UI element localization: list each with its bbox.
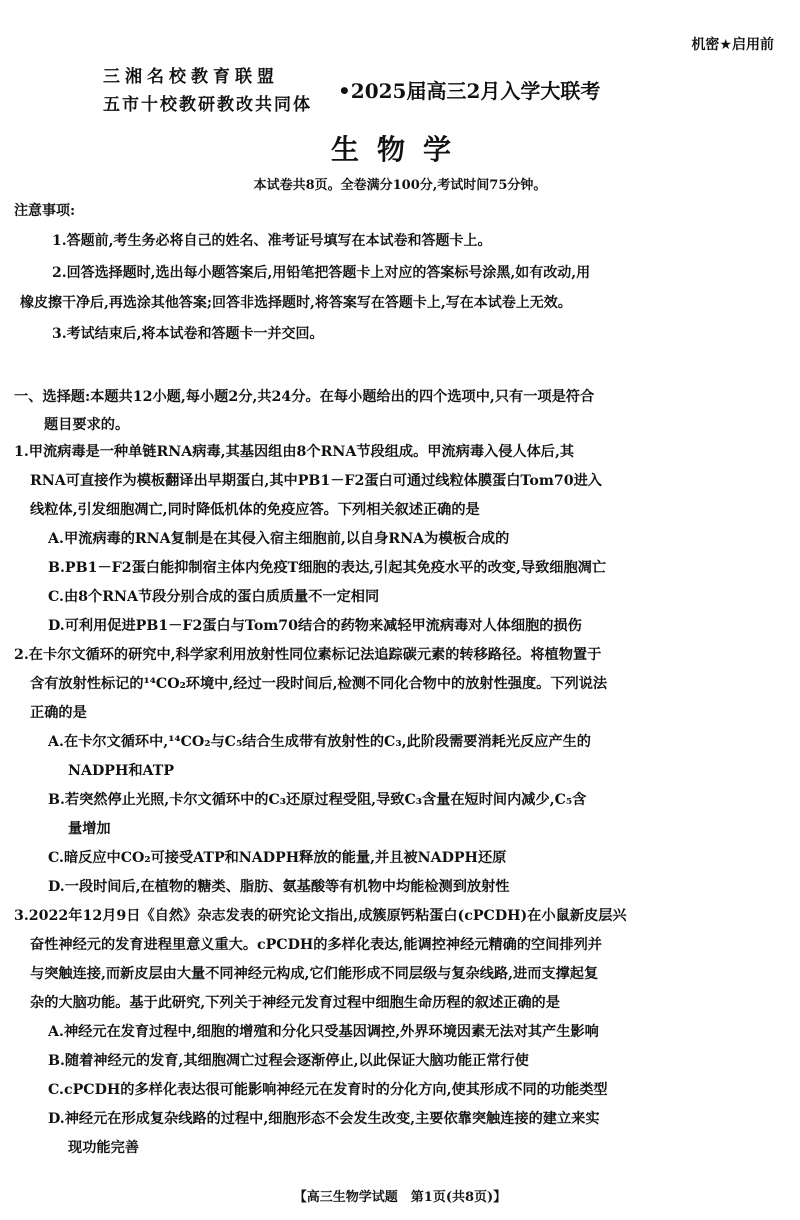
question-option: A.甲流病毒的RNA复制是在其侵入宿主细胞前,以自身RNA为模板合成的 xyxy=(48,531,510,547)
question-option-cont: 量增加 xyxy=(68,821,111,837)
subject-title: 生物学 xyxy=(330,133,469,166)
notice-heading: 注意事项: xyxy=(14,203,76,219)
question-option: D.一段时间后,在植物的糖类、脂肪、氨基酸等有机物中均能检测到放射性 xyxy=(48,879,510,895)
question-option: B.PB1－F2蛋白能抑制宿主体内免疫T细胞的表达,引起其免疫水平的改变,导致细胞凋亡 xyxy=(48,560,607,576)
question-option-cont: 现功能完善 xyxy=(68,1140,139,1156)
exam-intro: 本试卷共8页。全卷满分100分,考试时间75分钟。 xyxy=(253,178,547,193)
question-stem: 3.2022年12月9日《自然》杂志发表的研究论文指出,成簇原钙粘蛋白(cPCDH)在小鼠新皮层兴 xyxy=(14,908,627,924)
question-option: C.暗反应中CO₂可接受ATP和NADPH释放的能量,并且被NADPH还原 xyxy=(48,850,507,866)
question-option: C.cPCDH的多样化表达很可能影响神经元在发育时的分化方向,使其形成不同的功能类型 xyxy=(48,1082,608,1098)
confidential-label: 机密★启用前 xyxy=(691,37,774,53)
question-option-cont: NADPH和ATP xyxy=(68,763,174,779)
question-stem: 含有放射性标记的¹⁴CO₂环境中,经过一段时间后,检测不同化合物中的放射性强度。下列说法 xyxy=(30,676,608,692)
org-name-line2: 五市十校教研教改共同体 xyxy=(103,95,312,115)
question-option: A.在卡尔文循环中,¹⁴CO₂与C₅结合生成带有放射性的C₃,此阶段需要消耗光反应产生的 xyxy=(48,734,591,750)
section-heading-cont: 题目要求的。 xyxy=(44,417,130,433)
question-option: B.随着神经元的发育,其细胞凋亡过程会逐渐停止,以此保证大脑功能正常行使 xyxy=(48,1053,529,1069)
notice-line: 2.回答选择题时,选出每小题答案后,用铅笔把答题卡上对应的答案标号涂黑,如有改动,用 xyxy=(52,265,591,281)
notice-line: 1.答题前,考生务必将自己的姓名、准考证号填写在本试卷和答题卡上。 xyxy=(52,233,492,249)
notice-line: 3.考试结束后,将本试卷和答题卡一并交回。 xyxy=(52,326,324,342)
question-stem: 1.甲流病毒是一种单链RNA病毒,其基因组由8个RNA节段组成。甲流病毒入侵人体后,其 xyxy=(14,444,575,460)
section-heading: 一、选择题:本题共12小题,每小题2分,共24分。在每小题给出的四个选项中,只有一项是符合 xyxy=(14,389,595,405)
question-stem: 正确的是 xyxy=(30,705,87,721)
org-name-line1: 三湘名校教育联盟 xyxy=(103,67,279,87)
question-stem: RNA可直接作为模板翻译出早期蛋白,其中PB1－F2蛋白可通过线粒体膜蛋白Tom70进入 xyxy=(30,473,602,489)
question-stem: 奋性神经元的发育进程里意义重大。cPCDH的多样化表达,能调控神经元精确的空间排列并 xyxy=(30,937,602,953)
page-footer: 【高三生物学试题 第1页(共8页)】 xyxy=(293,1190,507,1205)
question-stem: 杂的大脑功能。基于此研究,下列关于神经元发育过程中细胞生命历程的叙述正确的是 xyxy=(30,995,560,1011)
question-stem: 与突触连接,而新皮层由大量不同神经元构成,它们能形成不同层级与复杂线路,进而支撑起复 xyxy=(30,966,599,982)
notice-line: 橡皮擦干净后,再选涂其他答案;回答非选择题时,将答案写在答题卡上,写在本试卷上无效。 xyxy=(20,295,572,311)
question-option: D.可利用促进PB1－F2蛋白与Tom70结合的药物来减轻甲流病毒对人体细胞的损伤 xyxy=(48,618,582,634)
question-option: C.由8个RNA节段分别合成的蛋白质质量不一定相同 xyxy=(48,589,380,605)
exam-title: •2025届高三2月入学大联考 xyxy=(338,79,601,103)
question-option: A.神经元在发育过程中,细胞的增殖和分化只受基因调控,外界环境因素无法对其产生影响 xyxy=(48,1024,599,1040)
question-option: D.神经元在形成复杂线路的过程中,细胞形态不会发生改变,主要依靠突触连接的建立来实 xyxy=(48,1111,600,1127)
question-stem: 2.在卡尔文循环的研究中,科学家利用放射性同位素标记法追踪碳元素的转移路径。将植物置于 xyxy=(14,647,602,663)
question-stem: 线粒体,引发细胞凋亡,同时降低机体的免疫应答。下列相关叙述正确的是 xyxy=(30,502,480,518)
question-option: B.若突然停止光照,卡尔文循环中的C₃还原过程受阻,导致C₃含量在短时间内减少,C₅含 xyxy=(48,792,587,808)
